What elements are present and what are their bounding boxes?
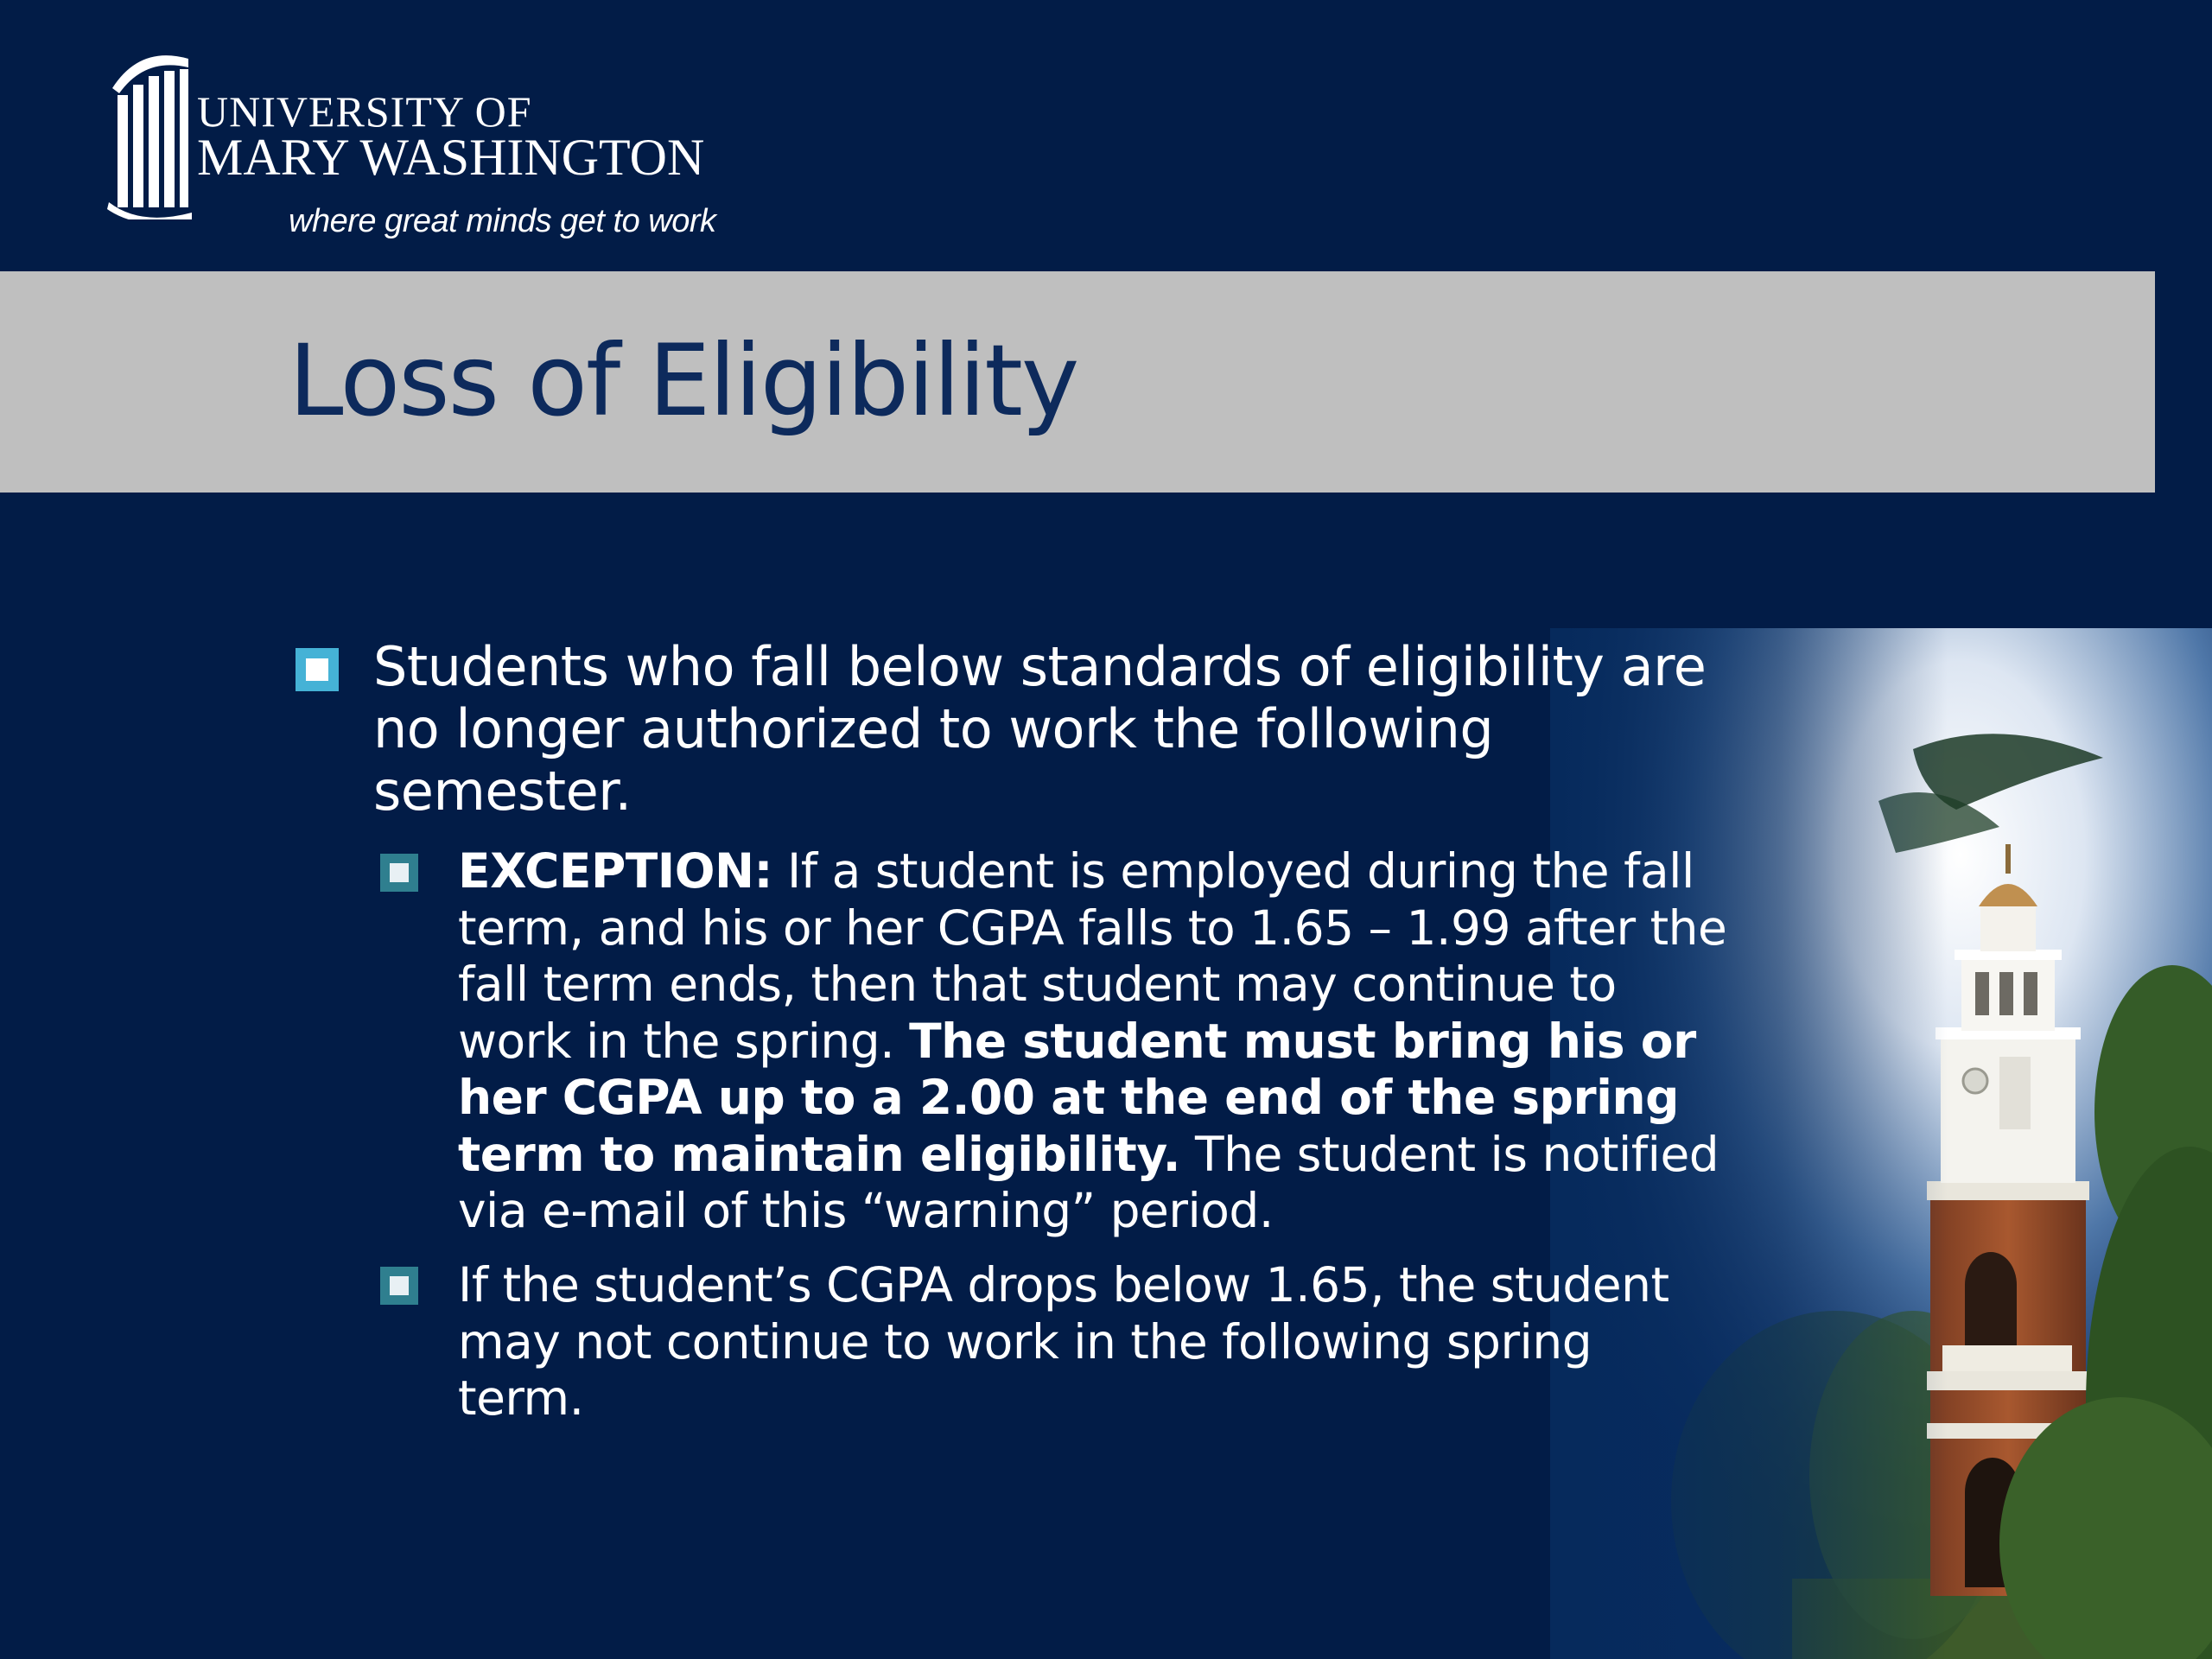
exception-bold-text: The student must bring his or her CGPA up to a 2.00 at the end of the spring term to maintain eligibility. bbox=[458, 1013, 1696, 1182]
exception-label: EXCEPTION: bbox=[458, 843, 773, 899]
exception-text-end: The student is notified via e-mail of this “warning” period. bbox=[458, 1126, 1719, 1238]
logo-tagline: where great minds get to work bbox=[289, 203, 716, 239]
bullet-main: Students who fall below standards of eligibility are no longer authorized to work the following semester. bbox=[373, 635, 1707, 823]
logo-text-line1: UNIVERSITY OF bbox=[197, 87, 532, 136]
sub-bullet-exception bbox=[458, 843, 1728, 1240]
logo-text-line2: MARY WASHINGTON bbox=[197, 129, 705, 186]
bullet-square-icon bbox=[296, 648, 339, 691]
exception-text: If a student is employed during the fall term, and his or her CGPA falls to 1.65 – 1.99 after the fall term ends, then that student may continue to work in the spring. bbox=[458, 843, 1727, 1069]
slide-title: Loss of Eligibility bbox=[289, 323, 1078, 438]
sub-bullet-square-icon bbox=[380, 1267, 418, 1305]
sub-bullet-cgpa-drop: If the student’s CGPA drops below 1.65, the student may not continue to work in the following spring term. bbox=[458, 1257, 1669, 1426]
sub-bullet-square-icon bbox=[380, 854, 418, 892]
